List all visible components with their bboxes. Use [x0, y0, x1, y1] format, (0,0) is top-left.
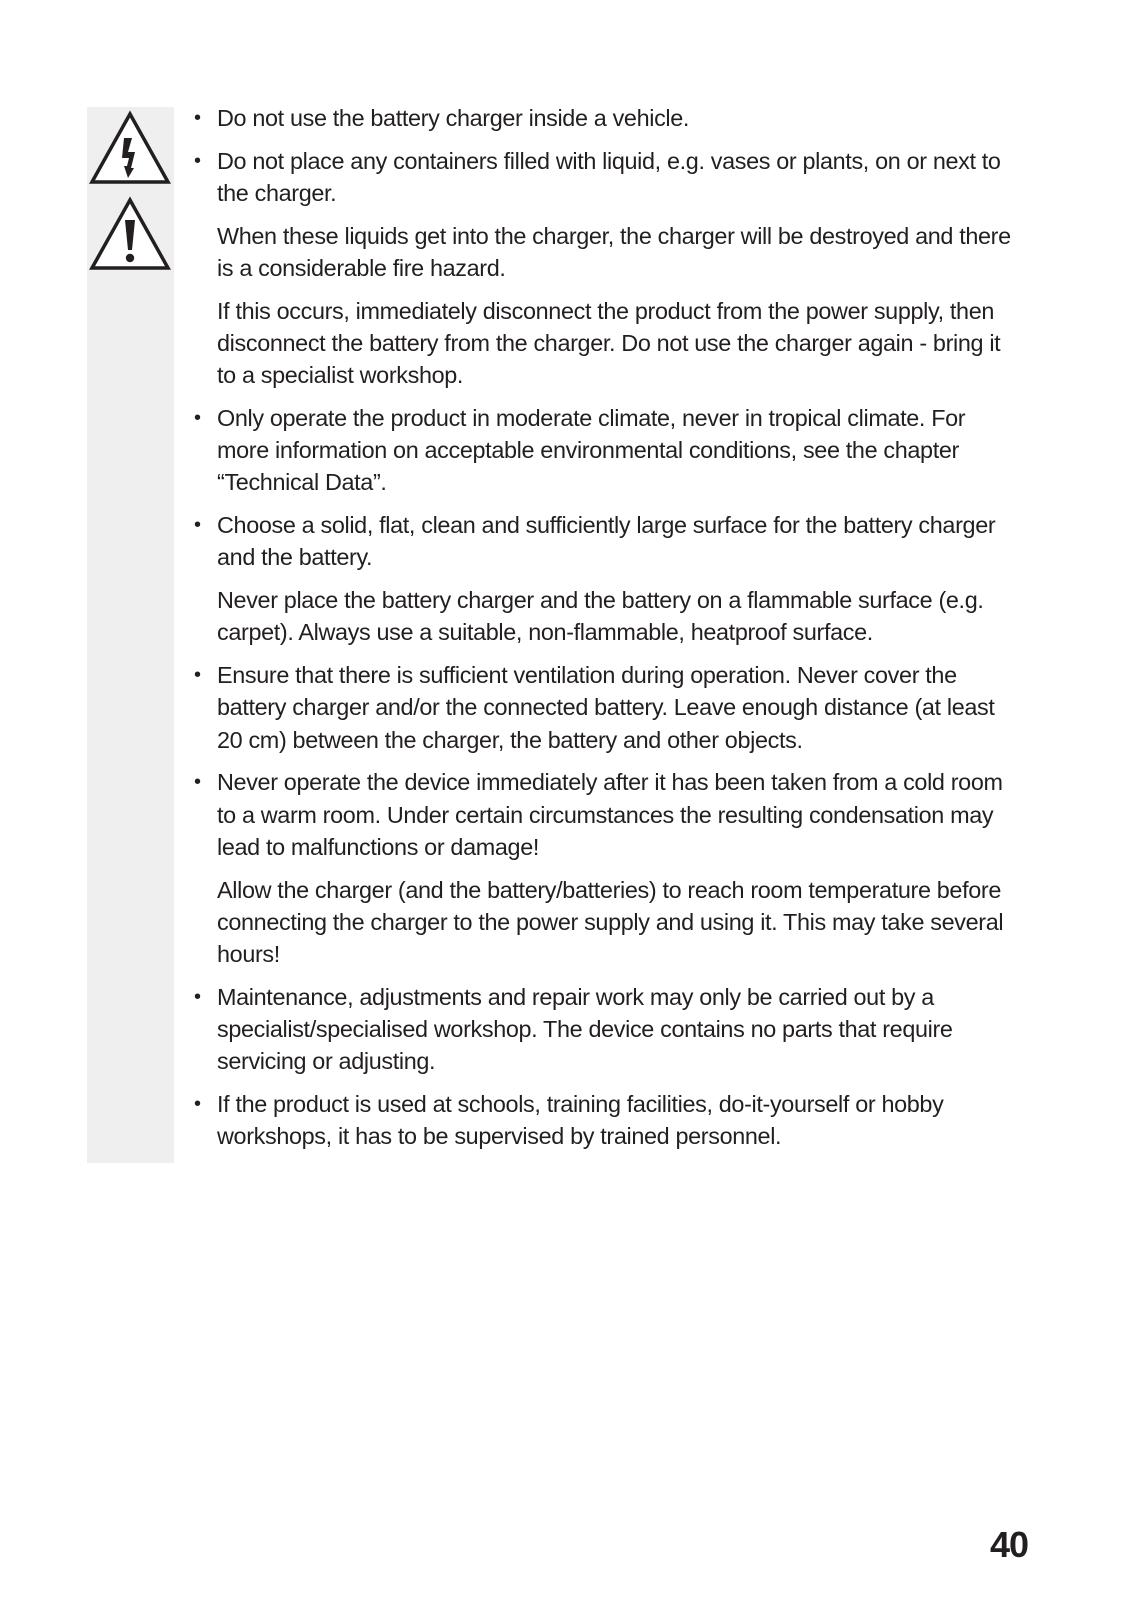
bullet-item: • Choose a solid, flat, clean and sufficiently large surface for the battery charger and the battery. [194, 509, 1018, 573]
safety-instructions [194, 102, 1018, 1163]
bullet-item: • Ensure that there is sufficient ventilation during operation. Never cover the battery charger and/or the connected battery. Leave enough distance (at least 20 cm) between the charger, the battery and other objects. [194, 659, 1018, 756]
bullet-item: • Do not use the battery charger inside a vehicle. [194, 102, 1018, 134]
bullet-continuation: Allow the charger (and the battery/batteries) to reach room temperature before connecting the charger to the power supply and using it. This may take several hours! [217, 876, 1004, 968]
page-number: 40 [989, 1524, 1028, 1565]
bullet-continuation: Never place the battery charger and the battery on a flammable surface (e.g. carpet). Always use a suitable, non-flammable, heatproof surface. [217, 587, 984, 646]
bullet-continuation: If this occurs, immediately disconnect the product from the power supply, then disconnect the battery from the charger. Do not use the charger again - bring it to a specialist workshop. [217, 297, 1001, 389]
bullet-continuation: When these liquids get into the charger, the charger will be destroyed and there is a considerable fire hazard. [217, 222, 1011, 281]
bullet-item: • If the product is used at schools, training facilities, do-it-yourself or hobby workshops, it has to be supervised by trained personnel. [194, 1088, 1018, 1152]
electrical-hazard-warning-icon [88, 108, 172, 188]
bullet-item: • Only operate the product in moderate climate, never in tropical climate. For more information on acceptable environmental conditions, see the chapter “Technical Data”. [194, 402, 1018, 499]
bullet-item: • Maintenance, adjustments and repair work may only be carried out by a specialist/specialised workshop. The device contains no parts that require servicing or adjusting. [194, 981, 1018, 1078]
general-warning-icon [88, 194, 172, 274]
bullet-item: • Never operate the device immediately after it has been taken from a cold room to a warm room. Under certain circumstances the resulting condensation may lead to malfunctions or damage! [194, 766, 1018, 863]
bullet-item: • Do not place any containers filled with liquid, e.g. vases or plants, on or next to the charger. [194, 145, 1018, 209]
